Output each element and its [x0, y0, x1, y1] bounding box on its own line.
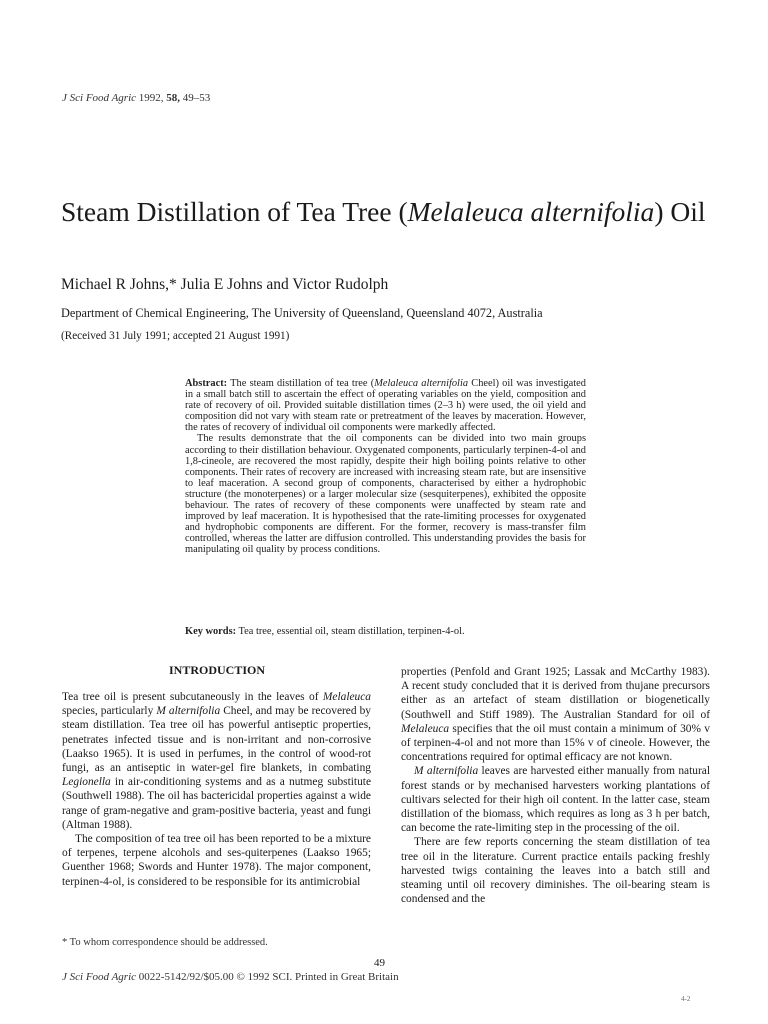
- body-text: properties (Penfold and Grant 1925; Lassak and McCarthy 1983). A recent study concluded that it is derived from thujane precursors either as an artefact of steam distillation or biogenetically (Southwell and Stiff 1989). The Australian Standard for oil of: [401, 666, 710, 721]
- section-heading-introduction: INTRODUCTION: [168, 663, 265, 677]
- corner-mark: 4-2: [681, 995, 691, 1003]
- journal-year: 1992,: [138, 92, 164, 104]
- body-text: species, particularly: [62, 705, 157, 718]
- journal-footer: [62, 971, 399, 983]
- journal-name: J Sci Food Agric: [62, 92, 137, 104]
- body-text: Tea tree oil is present subcutaneously in the leaves of: [62, 691, 323, 703]
- abstract-text: The steam distillation of tea tree (: [227, 378, 375, 389]
- keywords: [185, 626, 586, 637]
- body-text: leaves are harvested either manually from natural forest stands or by mechanised harvesters working plantations of cultivars selected for their high oil content. In the latter case, steam distillation of the biomass, which requires as long as 3 h per batch, can become the rate-limiting step in the processing of the oil.: [401, 765, 710, 835]
- intro-paragraph-5: There are few reports concerning the steam distillation of tea tree oil in the literature. Current practice entails packing freshly harvested twigs containing the leaves into a batch still and steaming until oil recovery diminishes. The oil-bearing steam is condensed and the: [401, 836, 710, 906]
- received-dates: (Received 31 July 1991; accepted 21 August 1991): [61, 330, 290, 342]
- intro-paragraph-4: [401, 764, 710, 835]
- footer-journal-name: J Sci Food Agric: [62, 971, 137, 983]
- genus-name: Legionella: [62, 776, 111, 789]
- abstract-text: Cheel) oil was investigated in a small batch still to ascertain the effect of operating variables on the yield, composition and rate of recovery of oil. Provided suitable distillation times (2–3 h) were used, the oil yield and composition did not vary with steam rate or pretreatment of the leaves by maceration. However, the rates of recovery of individual oil components were markedly affected.: [185, 378, 586, 434]
- intro-paragraph-3: [401, 665, 710, 764]
- body-text: specifies that the oil must contain a minimum of 30% v of terpinen-4-ol and not more than 15% v of cineole. However, the concentrations required for optimal efficacy are not known.: [401, 722, 710, 764]
- abstract-label: Abstract:: [185, 378, 228, 389]
- affiliation: Department of Chemical Engineering, The University of Queensland, Queensland 4072, Australia: [61, 306, 543, 320]
- column-left: [62, 690, 371, 889]
- intro-paragraph-1: [62, 690, 371, 832]
- journal-volume: 58,: [166, 92, 181, 104]
- title-part1: Steam Distillation of Tea Tree (: [61, 196, 408, 227]
- genus-name: Melaleuca: [401, 722, 450, 735]
- keywords-text: Tea tree, essential oil, steam distillation, terpinen-4-ol.: [236, 626, 465, 637]
- abstract-paragraph-1: [185, 378, 586, 433]
- abstract-paragraph-2: The results demonstrate that the oil components can be divided into two main groups according to their distillation behaviour. Oxygenated components, particularly terpinen-4-ol and 1,8-cineole, are recovered the most rapidly, despite their high boiling points relative to other components. Their rates of recovery are increased with increasing steam rate, but are insensitive to leaf maceration. A second group of components, characterised by either a hydrophobic structure (the monoterpenes) or a larger molecular size (sesquiterpenes), exhibited the opposite behaviour. The rates of recovery of these components were unaffected by steam rate and improved by leaf maceration. It is hypothesised that the rate-limiting processes for oxygenated and hydrophobic components are different. For the former, recovery is mass-transfer film controlled, whereas the latter are diffusion controlled. This understanding provides the basis for manipulating oil quality by process conditions.: [185, 433, 586, 556]
- species-name: M alternifolia: [156, 705, 221, 718]
- abstract: [185, 378, 586, 556]
- column-right: [401, 665, 710, 906]
- abstract-species: Melaleuca alternifolia: [374, 378, 469, 389]
- body-text: in air-conditioning systems and as a nutmeg substitute (Southwell 1988). The oil has bactericidal properties against a wide range of gram-negative and gram-positive bacteria, yeast and fungi (Altman 1988).: [62, 776, 371, 831]
- keywords-label: Key words:: [185, 626, 237, 637]
- body-text: Cheel, and may be recovered by steam distillation. Tea tree oil has powerful antiseptic properties, penetrates infected tissue and is non-irritant and non-corrosive (Laakso 1965). It is used in perfumes, in the control of wood-rot fungi, as an antiseptic in water-gel fire blankets, in combating: [62, 705, 371, 775]
- title-species: Melaleuca alternifolia: [407, 196, 655, 227]
- paper-title: [61, 196, 721, 227]
- journal-pages: 49–53: [182, 92, 211, 104]
- authors: Michael R Johns,* Julia E Johns and Victor Rudolph: [61, 276, 389, 293]
- genus-name: Melaleuca: [322, 691, 371, 703]
- footnote: * To whom correspondence should be addressed.: [62, 937, 268, 948]
- page-number: 49: [374, 957, 385, 969]
- species-name: M alternifolia: [414, 765, 479, 778]
- intro-paragraph-2: The composition of tea tree oil has been reported to be a mixture of terpenes, terpene alcohols and ses-quiterpenes (Laakso 1965; Guenther 1968; Swords and Hunter 1978). The major component, terpinen-4-ol, is considered to be responsible for its antimicrobial: [62, 833, 371, 888]
- title-part2: ) Oil: [654, 196, 706, 227]
- journal-header: [62, 92, 210, 104]
- footer-text: 0022-5142/92/$05.00 © 1992 SCI. Printed in Great Britain: [136, 971, 399, 983]
